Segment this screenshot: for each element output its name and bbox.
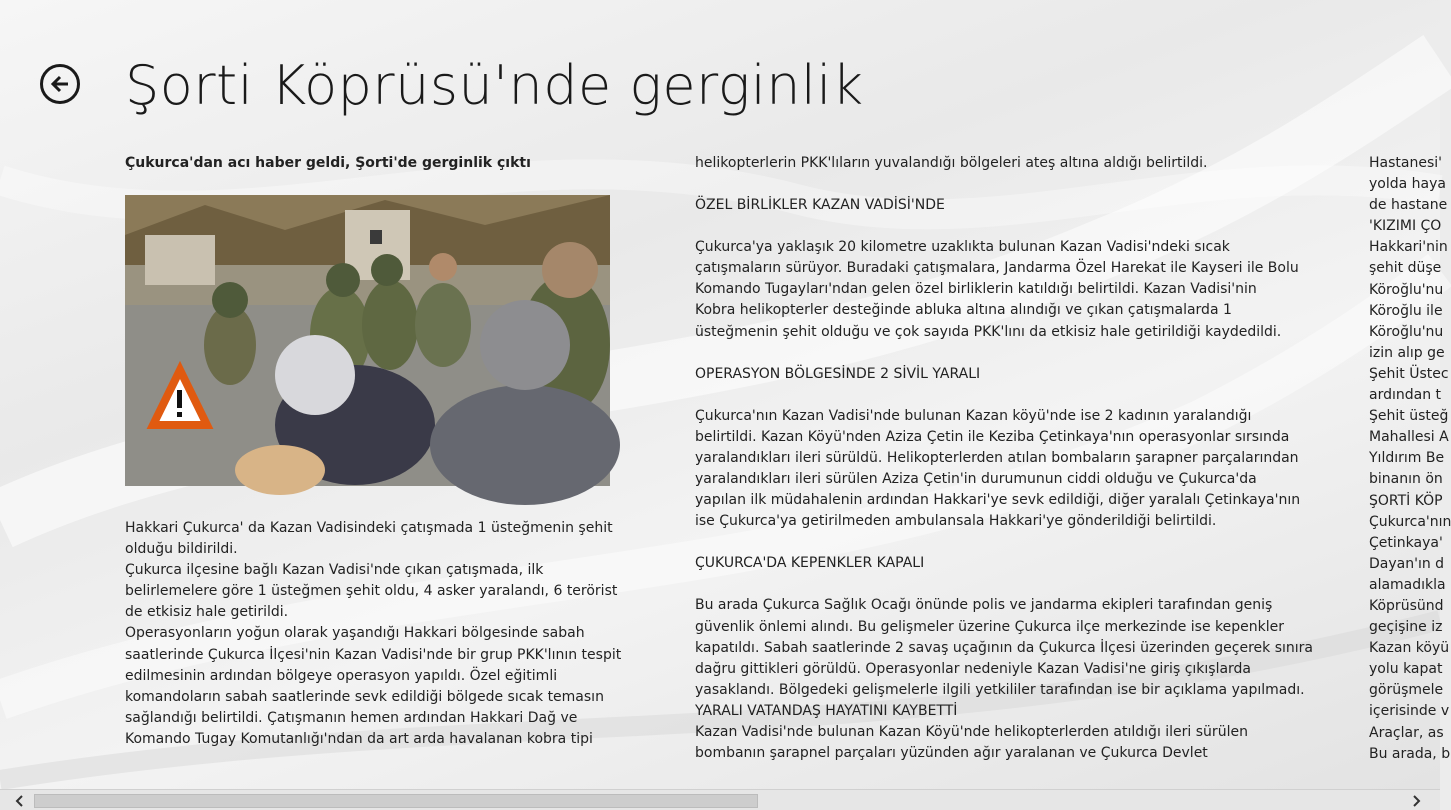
section-heading: ÖZEL BİRLİKLER KAZAN VADİSİ'NDE <box>695 197 945 214</box>
paragraph-line: Araçlar, as <box>1369 724 1444 741</box>
paragraph-line: Çukurca ilçesine bağlı Kazan Vadisi'nde çıkan çatışmada, ilk <box>125 562 544 579</box>
scroll-right-button[interactable] <box>1406 792 1426 809</box>
paragraph-line: binanın ön <box>1369 471 1443 488</box>
paragraph-line: Komando Tugayları'ndan gelen özel birliklerin katıldığı belirtildi. Kazan Vadisi'nin <box>695 281 1257 298</box>
paragraph-line: 'KIZIMI ÇO <box>1369 218 1442 235</box>
paragraph-line: olduğu bildirildi. <box>125 541 238 558</box>
article-column-3 <box>1369 153 1449 765</box>
paragraph-line: yolu kapat <box>1369 661 1443 678</box>
paragraph-line: Çukurca'nın <box>1369 513 1451 530</box>
paragraph-line: Şehit üsteğ <box>1369 408 1449 425</box>
paragraph-line: dağru gittikleri görüldü. Operasyonlar nedeniyle Kazan Vadisi'ne giriş çıkışlarda <box>695 660 1252 677</box>
paragraph-line: Köroğlu'nu <box>1369 281 1444 298</box>
paragraph-line: Bu arada, b <box>1369 745 1451 762</box>
paragraph-line: alamadıkla <box>1369 576 1446 593</box>
paragraph-line: üsteğmenin şehit olduğu ve çok sayıda PKK'lını da etkisiz hale getirildiği kaydedildi. <box>695 323 1282 340</box>
paragraph-line: Komando Tugay Komutanlığı'ndan da art arda havalanan kobra tipi <box>125 730 593 747</box>
paragraph-line: Köroğlu'nu <box>1369 323 1444 340</box>
paragraph-line: belirtildi. Kazan Köyü'nden Aziza Çetin ile Keziba Çetinkaya'nın operasyonlar sırsında <box>695 428 1290 445</box>
scroll-left-button[interactable] <box>10 792 30 809</box>
paragraph-line: şehit düşe <box>1369 260 1442 277</box>
article-column-2 <box>695 153 1314 764</box>
arrow-left-icon <box>49 73 71 95</box>
paragraph-line: ŞORTİ KÖP <box>1369 492 1443 509</box>
chevron-right-icon <box>1411 795 1421 807</box>
paragraph-line: saatlerinde Çukurca İlçesi'nin Kazan Vadisi'nde bir grup PKK'lının tespit <box>125 646 622 663</box>
article-photo <box>125 195 610 486</box>
paragraph-line: güvenlik önlemi alındı. Bu gelişmeler üzerine Çukurca ilçe merkezinde ise kepenkler <box>695 618 1284 635</box>
paragraph-line: kapatıldı. Sabah saatlerinde 2 savaş uçağının da Çukurca İlçesi üzerinden geçerek sınıra <box>695 639 1314 656</box>
paragraph-line: belirlemelere göre 1 üsteğmen şehit oldu, 4 asker yaralandı, 6 terörist <box>125 583 618 600</box>
paragraph-line: izin alıp ge <box>1369 344 1445 361</box>
paragraph-line: sağlandığı belirtildi. Çatışmanın hemen ardından Hakkari Dağ ve <box>125 709 578 726</box>
paragraph-line: yolda haya <box>1369 176 1446 193</box>
section-heading: ÇUKURCA'DA KEPENKLER KAPALI <box>695 555 925 572</box>
paragraph-line: ardından t <box>1369 387 1442 404</box>
paragraph-line: Mahallesi A <box>1369 429 1449 446</box>
paragraph-line: Kazan Vadisi'nde bulunan Kazan Köyü'nde helikopterlerden atıldığı ileri sürülen <box>695 723 1248 740</box>
paragraph-line: Çukurca'nın Kazan Vadisi'nde bulunan Kazan köyü'nde ise 2 kadının yaralandığı <box>695 407 1252 424</box>
paragraph-line: Çukurca'ya yaklaşık 20 kilometre uzaklıkta bulunan Kazan Vadisi'ndeki sıcak <box>695 239 1230 256</box>
article-subtitle: Çukurca'dan acı haber geldi, Şorti'de gerginlik çıktı <box>125 155 531 171</box>
paragraph-line: Yıldırım Be <box>1369 450 1445 467</box>
section-heading: OPERASYON BÖLGESİNDE 2 SİVİL YARALI <box>695 365 981 382</box>
paragraph-line: Hakkari'nin <box>1369 239 1448 256</box>
scrollbar-thumb[interactable] <box>34 794 758 808</box>
paragraph-line: geçişine iz <box>1369 619 1443 636</box>
paragraph-line: bombanın şarapnel parçaları yüzünden ağır yaralanan ve Çukurca Devlet <box>695 745 1208 762</box>
paragraph-line: yaralandıkları ileri sürüldü. Helikopterlerden atılan bombaların şarapner parçalarından <box>695 449 1299 466</box>
paragraph-line: Operasyonların yoğun olarak yaşandığı Hakkari bölgesinde sabah <box>125 625 585 642</box>
paragraph-line: Kazan köyü <box>1369 640 1450 657</box>
paragraph-line: Dayan'ın d <box>1369 555 1445 572</box>
back-button[interactable] <box>40 64 80 104</box>
paragraph-line: Şehit Üstec <box>1369 365 1449 382</box>
paragraph-line: edilmesinin ardından bölgeye operasyon yapıldı. Özel eğitimli <box>125 667 558 684</box>
paragraph-line: yaralandıkları ileri sürülen Aziza Çetin'in durumunun ciddi olduğu ve Çukurca'da <box>695 471 1257 488</box>
paragraph-line: helikopterlerin PKK'lıların yuvalandığı bölgeleri ateş altına aldığı belirtildi. <box>695 155 1208 171</box>
paragraph-line: görüşmele <box>1369 682 1444 699</box>
page-title: Şorti Köprüsü'nde gerginlik <box>125 54 864 117</box>
soldiers-photo <box>125 195 610 486</box>
paragraph-line: ise Çukurca'ya getirilmeden ambulansala Hakkari'ye gönderildiği belirtildi. <box>695 513 1217 530</box>
paragraph-line: çatışmaların sürüyor. Buradaki çatışmalara, Jandarma Özel Harekat ile Kayseri ile Bolu <box>695 260 1299 277</box>
paragraph-line: Köprüsünd <box>1369 597 1444 614</box>
paragraph-line: yapılan ilk müdahalenin ardından Hakkari'ye sevk edildiği, diğer yaralalı Çetinkaya'nın <box>695 492 1301 509</box>
paragraph-line: Kobra helikopterler desteğinde abluka altına alındığı ve çıkan çatışmalarda 1 <box>695 302 1232 319</box>
paragraph-line: Çetinkaya' <box>1369 534 1443 551</box>
section-heading: YARALI VATANDAŞ HAYATINI KAYBETTİ <box>695 702 958 719</box>
chevron-left-icon <box>15 795 25 807</box>
paragraph-line: yasaklandı. Bölgedeki gelişmelerle ilgili yetkililer tarafından ise bir açıklama yapılmadı. <box>695 681 1305 698</box>
paragraph-line: Köroğlu ile <box>1369 302 1443 319</box>
paragraph-line: Bu arada Çukurca Sağlık Ocağı önünde polis ve jandarma ekipleri tarafından geniş <box>695 597 1273 614</box>
paragraph-line: içerisinde v <box>1369 703 1450 720</box>
paragraph-line: Hakkari Çukurca' da Kazan Vadisindeki çatışmada 1 üsteğmenin şehit <box>125 520 613 536</box>
horizontal-scrollbar[interactable] <box>0 789 1440 810</box>
article-column-1-body <box>125 518 621 750</box>
paragraph-line: komandoların sabah saatlerinde sevk edildiği bölgede sıcak temasın <box>125 688 604 705</box>
paragraph-line: de hastane <box>1369 197 1448 214</box>
paragraph-line: Hastanesi' <box>1369 155 1442 171</box>
paragraph-line: de etkisiz hale getirildi. <box>125 604 289 621</box>
article-column-1 <box>125 153 615 174</box>
